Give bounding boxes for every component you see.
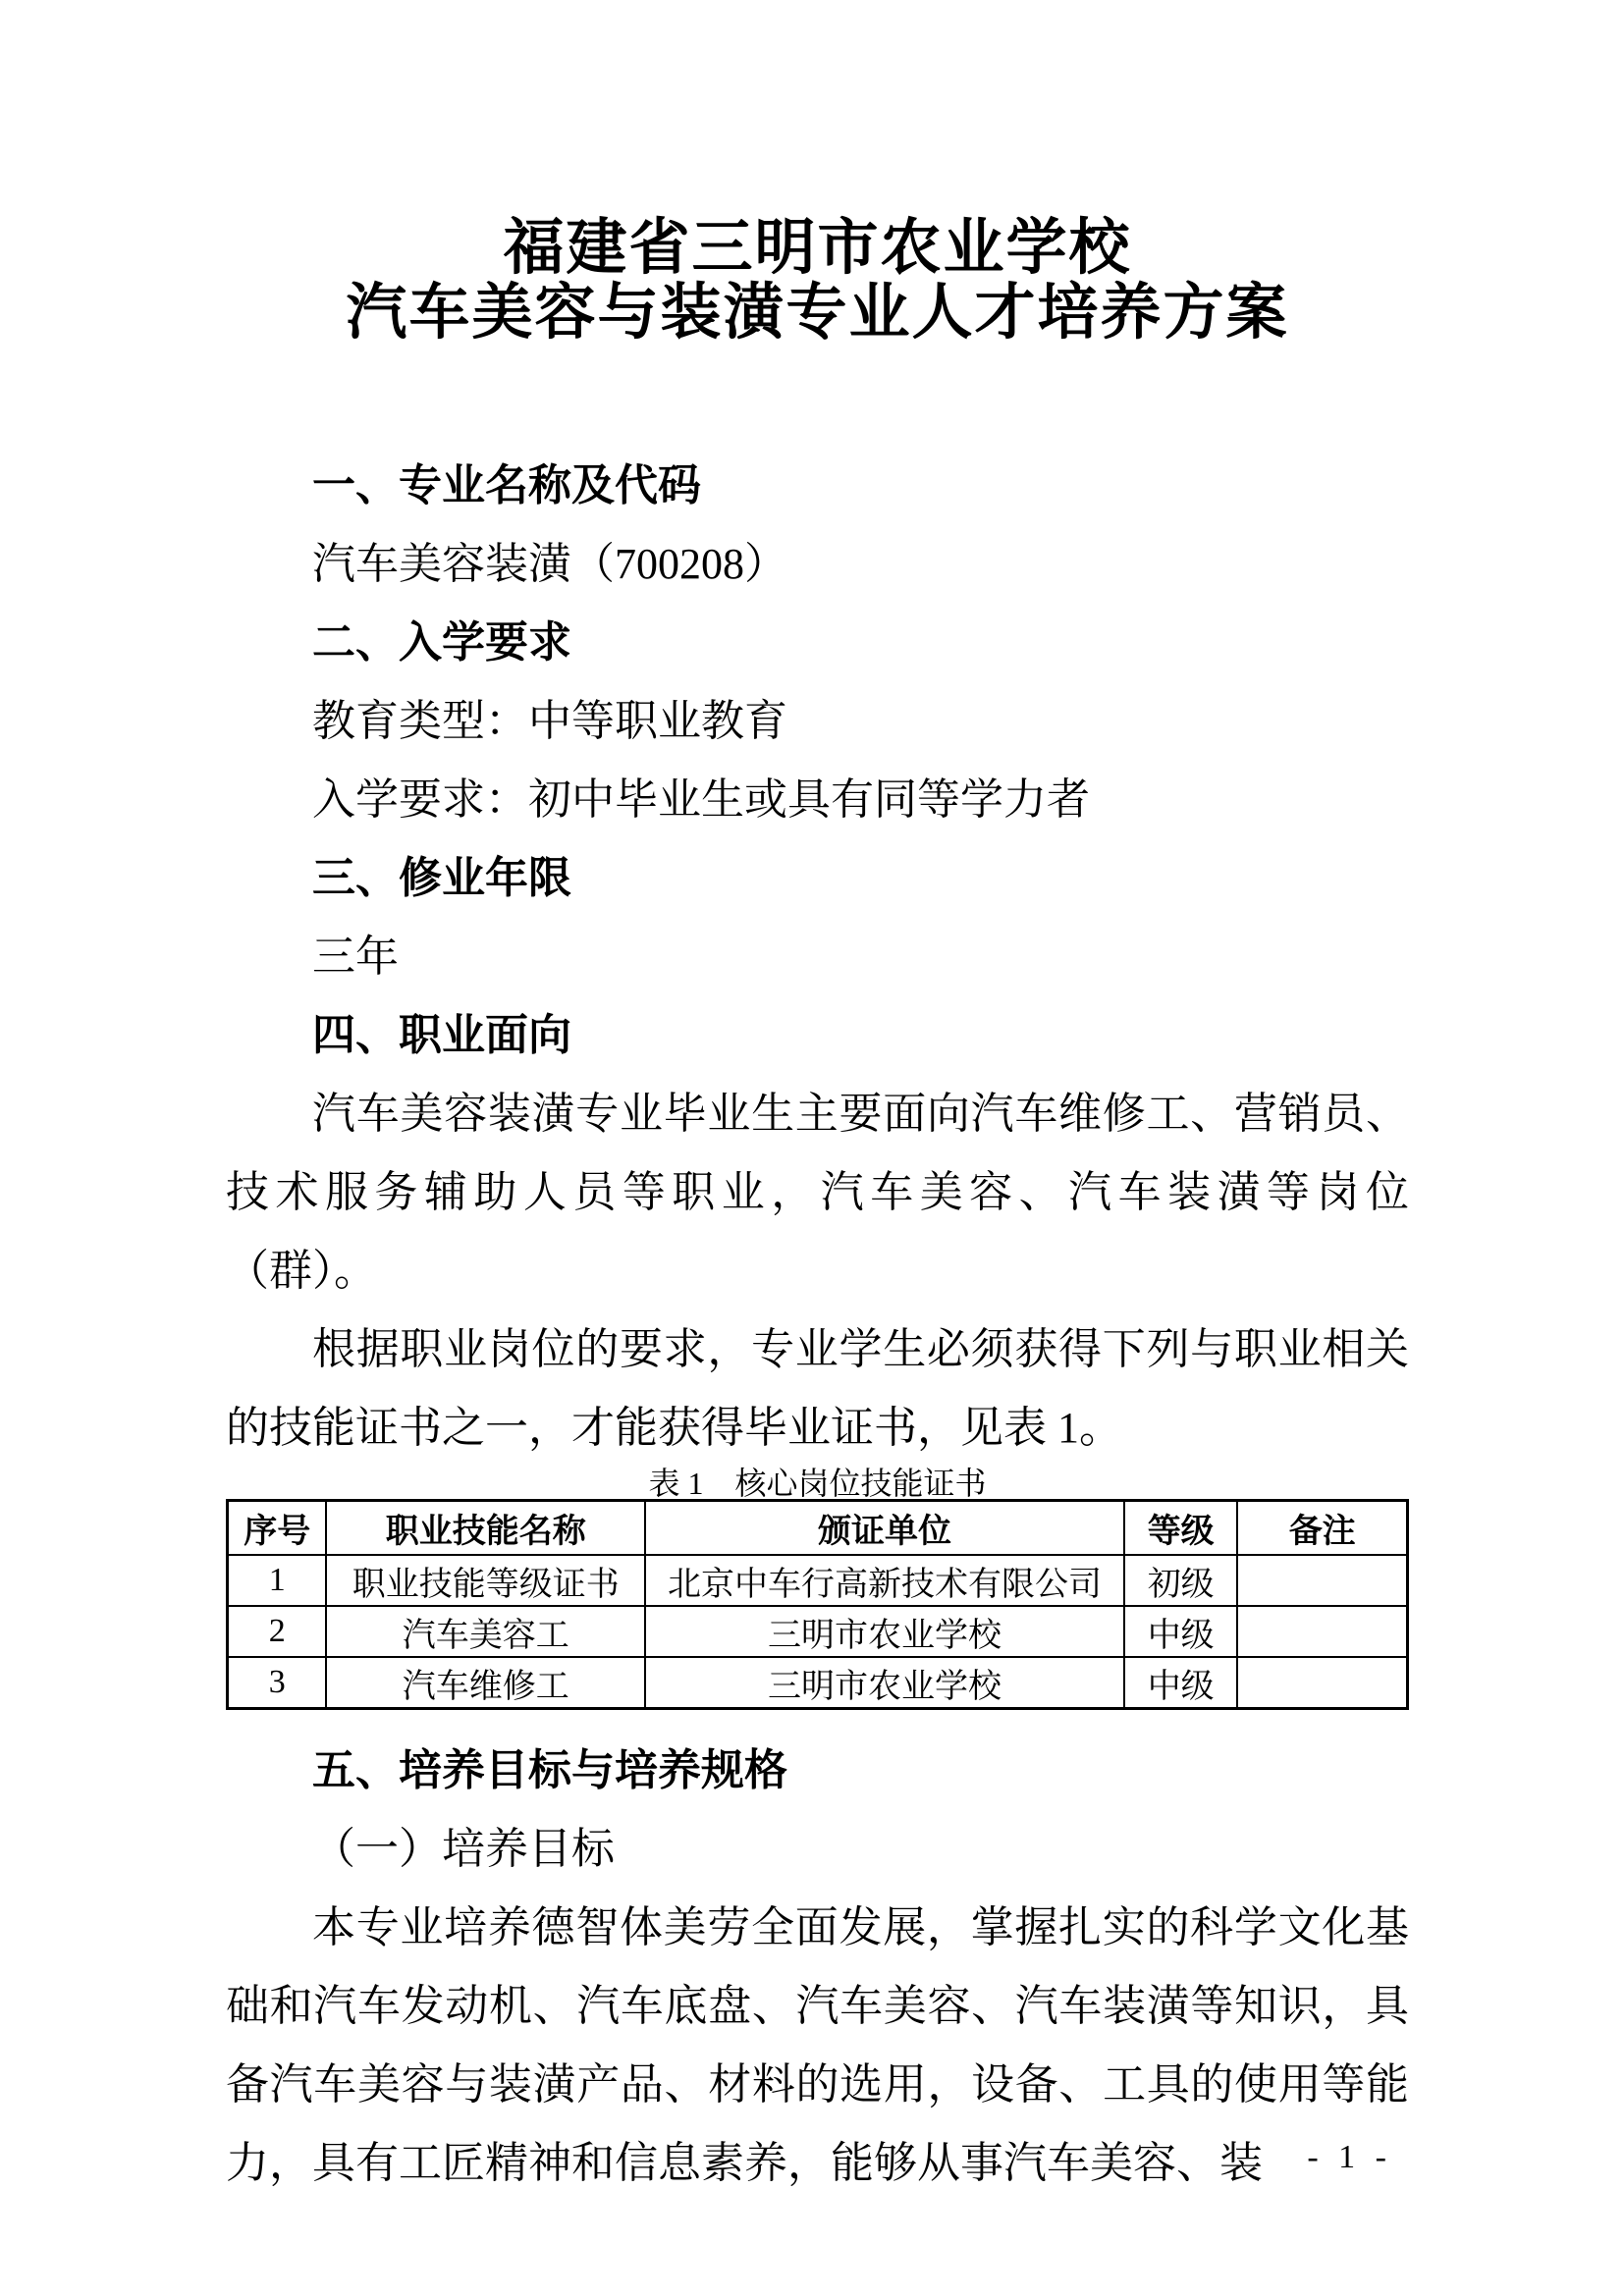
table-row — [228, 1657, 1408, 1709]
cell-index: 1 — [228, 1555, 327, 1606]
cell-level: 中级 — [1124, 1606, 1237, 1657]
section-1-heading: 一、专业名称及代码 — [312, 461, 701, 509]
cell-skill-name: 汽车美容工 — [326, 1606, 645, 1657]
section-2-heading: 二、入学要求 — [312, 618, 571, 667]
table-header-issuer: 颁证单位 — [645, 1501, 1124, 1556]
table-header-skill-name: 职业技能名称 — [326, 1501, 645, 1556]
cell-index: 2 — [228, 1606, 327, 1657]
cell-issuer: 北京中车行高新技术有限公司 — [645, 1555, 1124, 1606]
cell-issuer: 三明市农业学校 — [645, 1606, 1124, 1657]
section-3-line-1: 三年 — [312, 933, 399, 981]
cell-level: 中级 — [1124, 1657, 1237, 1709]
cell-issuer: 三明市农业学校 — [645, 1657, 1124, 1709]
title-spacer — [226, 346, 1409, 447]
section-5-paragraph: 本专业培养德智体美劳全面发展，掌握扎实的科学文化基础和汽车发动机、汽车底盘、汽车美容、汽车装潢等知识，具备汽车美容与装潢产品、材料的选用，设备、工具的使用等能力，具有工匠精神和信息素养，能够从事汽车美容、装 — [226, 1903, 1409, 2187]
cell-skill-name: 职业技能等级证书 — [326, 1555, 645, 1606]
table-row — [228, 1555, 1408, 1606]
document-content — [226, 216, 1409, 2203]
document-title-line-1: 福建省三明市农业学校 — [503, 214, 1132, 282]
cell-index: 3 — [228, 1657, 327, 1709]
section-4-paragraph-1: 汽车美容装潢专业毕业生主要面向汽车维修工、营销员、技术服务辅助人员等职业，汽车美容、汽车装潢等岗位（群）。 — [226, 1090, 1409, 1295]
section-5-heading: 五、培养目标与培养规格 — [312, 1746, 787, 1794]
cell-level: 初级 — [1124, 1555, 1237, 1606]
section-4-paragraph-2: 根据职业岗位的要求，专业学生必须获得下列与职业相关的技能证书之一，才能获得毕业证书，见表 1。 — [226, 1325, 1409, 1452]
section-3-heading: 三、修业年限 — [312, 854, 571, 902]
table-header-row — [228, 1501, 1408, 1556]
cell-note — [1237, 1657, 1407, 1709]
cell-note — [1237, 1606, 1407, 1657]
skill-certificate-table — [226, 1499, 1409, 1710]
table-header-level: 等级 — [1124, 1501, 1237, 1556]
cell-skill-name: 汽车维修工 — [326, 1657, 645, 1709]
table-row — [228, 1606, 1408, 1657]
cell-note — [1237, 1555, 1407, 1606]
section-5-subheading: （一）培养目标 — [312, 1825, 615, 1873]
table-header-index: 序号 — [228, 1501, 327, 1556]
section-1-line-1: 汽车美容装潢（700208） — [312, 540, 787, 588]
table-caption: 表 1 核心岗位技能证书 — [648, 1466, 987, 1501]
page-number: - 1 - — [1307, 2139, 1392, 2175]
section-2-line-1: 教育类型：中等职业教育 — [312, 697, 787, 745]
section-4-heading: 四、职业面向 — [312, 1011, 571, 1059]
document-title-line-2: 汽车美容与装潢专业人才培养方案 — [346, 279, 1289, 347]
table-header-note: 备注 — [1237, 1501, 1407, 1556]
section-2-line-2: 入学要求：初中毕业生或具有同等学力者 — [312, 775, 1090, 824]
